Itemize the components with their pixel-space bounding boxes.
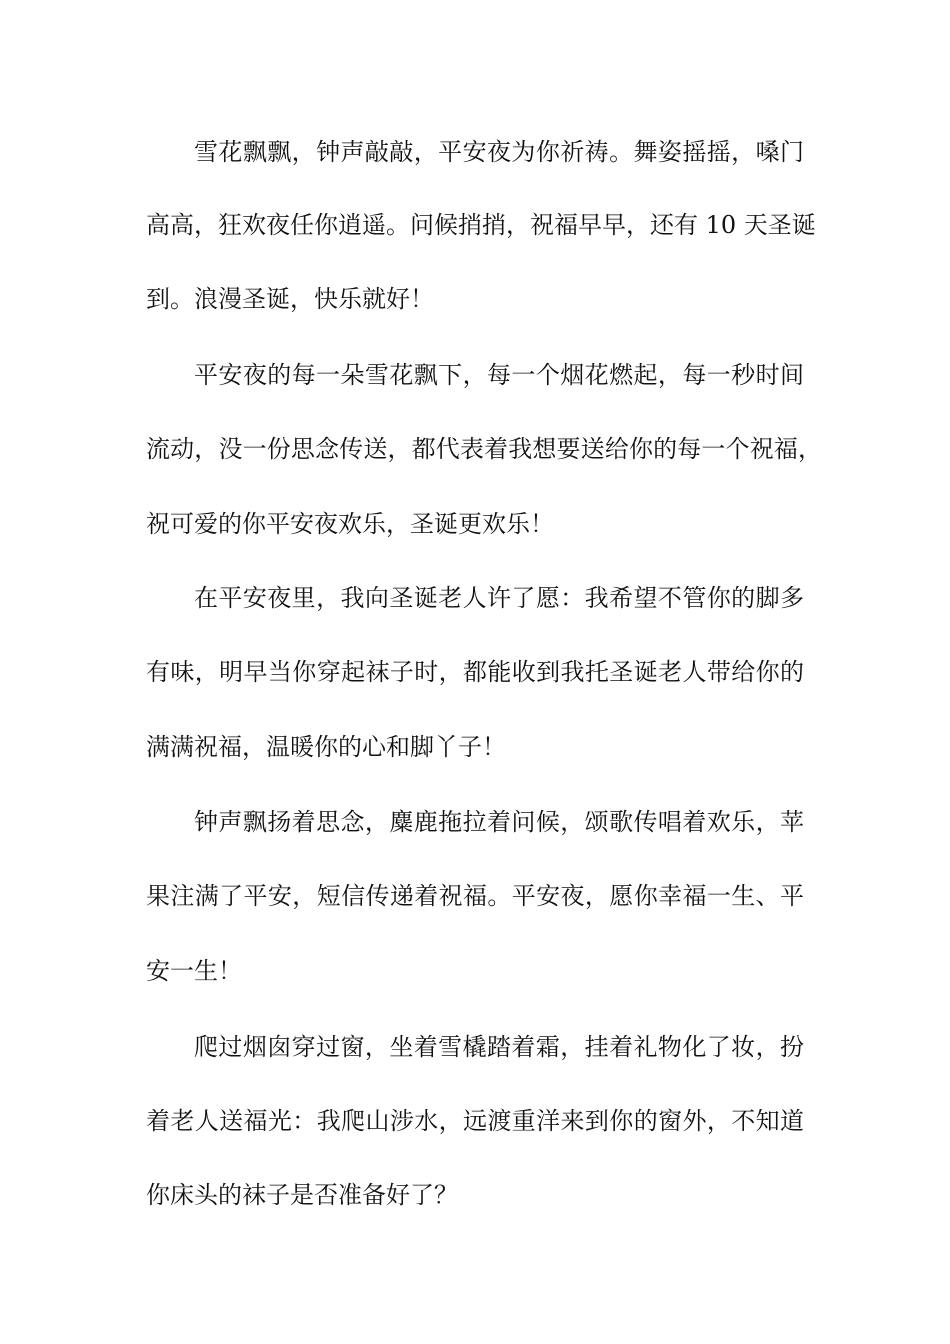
paragraph-1-line-1: 雪花飘飘，钟声敲敲，平安夜为你祈祷。舞姿摇摇，嗓门 xyxy=(194,138,804,166)
paragraph-1-line-3: 到。浪漫圣诞，快乐就好！ xyxy=(146,285,434,313)
paragraph-2-line-3: 祝可爱的你平安夜欢乐，圣诞更欢乐！ xyxy=(146,510,554,538)
paragraph-4-line-1: 钟声飘扬着思念，麋鹿拖拉着问候，颂歌传唱着欢乐，苹 xyxy=(194,808,804,836)
paragraph-2-line-2: 流动，没一份思念传送，都代表着我想要送给你的每一个祝福， xyxy=(146,435,822,463)
paragraph-3-line-2: 有味，明早当你穿起袜子时，都能收到我托圣诞老人带给你的 xyxy=(146,658,804,686)
paragraph-4-line-2: 果注满了平安，短信传递着祝福。平安夜，愿你幸福一生、平 xyxy=(146,882,804,910)
paragraph-5-line-1: 爬过烟囱穿过窗，坐着雪橇踏着霜，挂着礼物化了妆，扮 xyxy=(194,1033,804,1061)
paragraph-5-line-2: 着老人送福光：我爬山涉水，远渡重洋来到你的窗外，不知道 xyxy=(146,1107,804,1135)
paragraph-1-line-2: 高高，狂欢夜任你逍遥。问候捎捎，祝福早早，还有 10 天圣诞 xyxy=(146,211,816,239)
paragraph-5-line-3: 你床头的袜子是否准备好了？ xyxy=(146,1181,458,1209)
paragraph-3-line-3: 满满祝福，温暖你的心和脚丫子！ xyxy=(146,733,506,761)
paragraph-3-line-1: 在平安夜里，我向圣诞老人许了愿：我希望不管你的脚多 xyxy=(194,584,804,612)
paragraph-2-line-1: 平安夜的每一朵雪花飘下，每一个烟花燃起，每一秒时间 xyxy=(194,361,804,389)
paragraph-4-line-3: 安一生！ xyxy=(146,957,242,985)
